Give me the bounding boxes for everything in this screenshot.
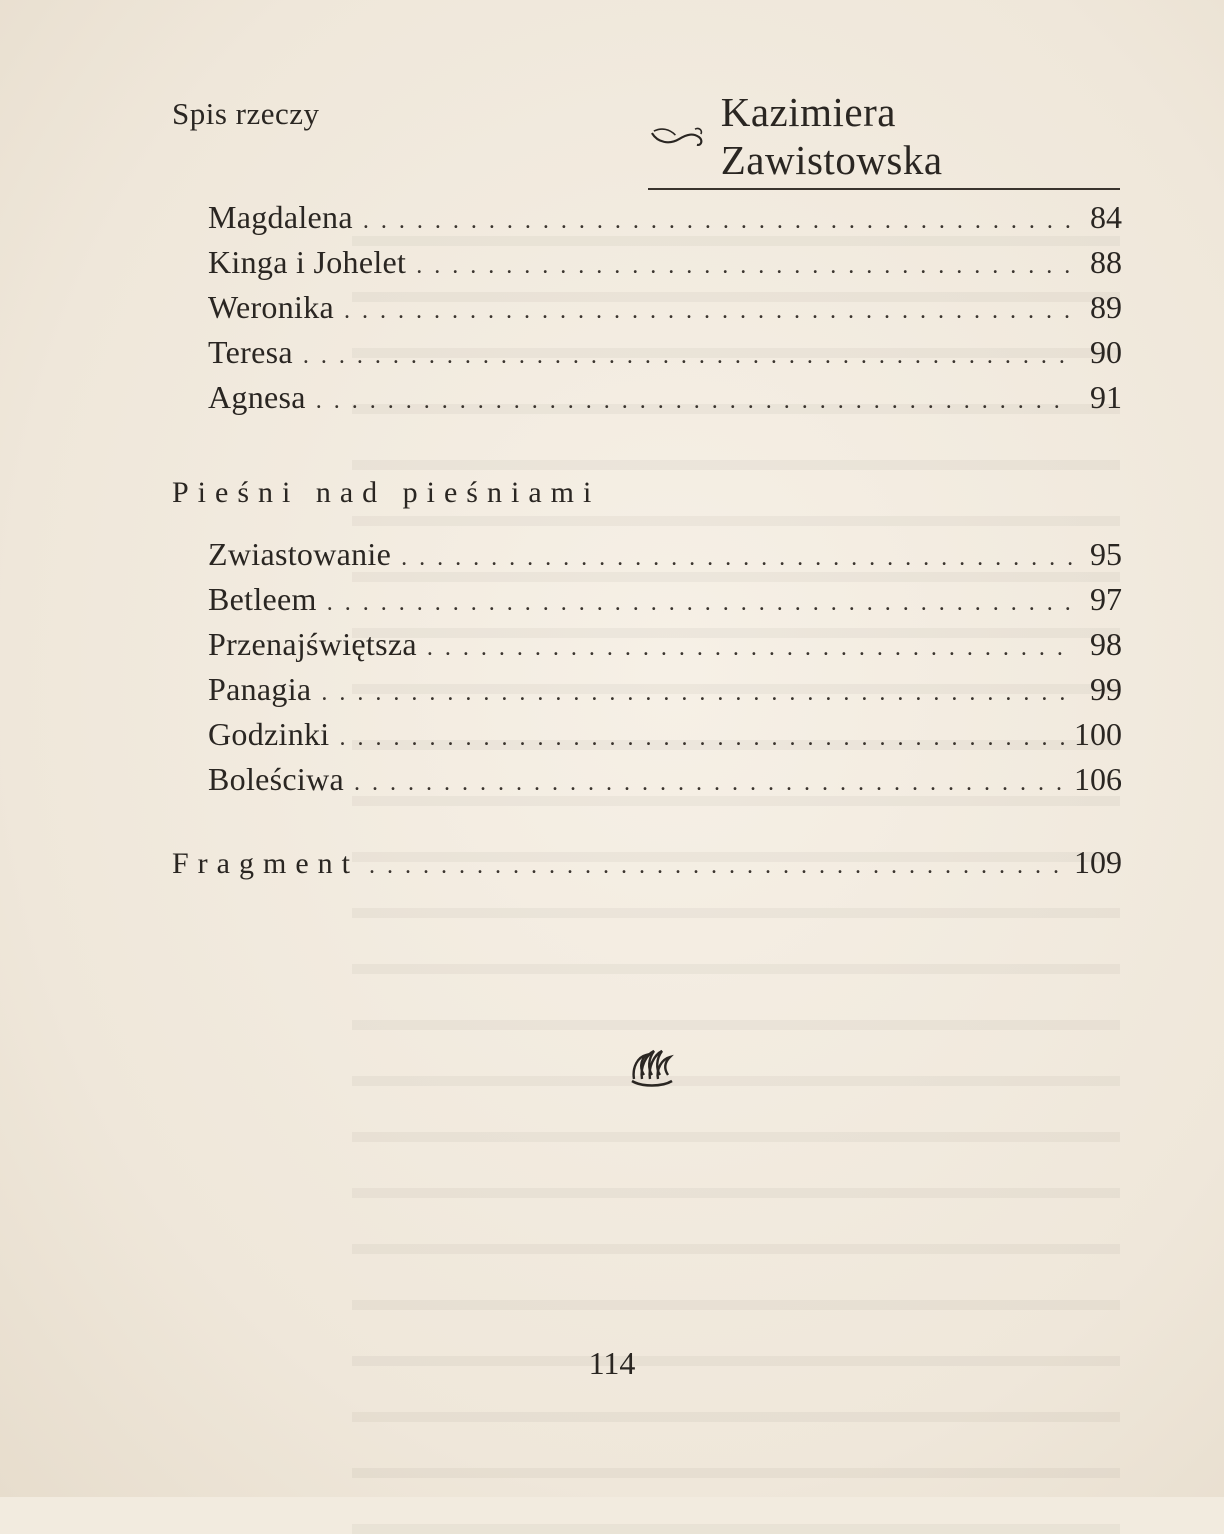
toc-entry-page: 90 [1090,334,1122,370]
toc-entry-fragment [172,840,1122,885]
header-author-block [648,88,1120,190]
toc-entry-title: Boleściwa [208,761,344,797]
toc-entry-title: Kinga i Johelet [208,244,407,280]
flame-fleuron-icon [628,1045,676,1087]
toc-entry-title: Zwiastowanie [208,536,392,572]
toc-entry-page: 84 [1090,199,1122,235]
toc-entry [172,195,1122,240]
toc-section-title-block [172,468,1122,518]
dot-leader [427,626,1072,671]
toc-entry-page: 88 [1090,244,1122,280]
dot-leader [401,536,1072,581]
dot-leader [303,334,1072,379]
header-section-title: Spis rzeczy [172,96,320,131]
toc-entry-title: Teresa [208,334,293,370]
toc-entry [172,757,1122,802]
toc-entry [172,577,1122,622]
dot-leader [321,671,1072,716]
toc-fragment-block [172,840,1122,885]
toc-entry [172,330,1122,375]
dot-leader [369,844,1064,889]
dot-leader [416,244,1072,289]
section-title: Pieśni nad pieśniami [172,476,601,509]
toc-group-2 [172,532,1122,802]
toc-entry-page: 100 [1074,716,1122,752]
dot-leader [340,716,1065,761]
toc-entry [172,285,1122,330]
toc-entry-title: Godzinki [208,716,330,752]
running-header [172,88,1120,183]
toc-entry [172,375,1122,420]
toc-entry-page: 98 [1090,626,1122,662]
header-author-name: Kazimiera Zawistowska [720,89,943,183]
toc-entry-title: Panagia [208,671,312,707]
toc-entry [172,622,1122,667]
toc-entry-title: Betleem [208,581,317,617]
toc-entry-page: 95 [1090,536,1122,572]
toc-entry-title: Weronika [208,289,334,325]
toc-entry-page: 109 [1074,844,1122,880]
dot-leader [316,379,1072,424]
dot-leader [327,581,1072,626]
swash-ornament-icon [648,121,707,151]
toc-entry-title: Agnesa [208,379,306,415]
dot-leader [354,761,1064,806]
toc-entry-title: Fragment [172,847,359,880]
toc-entry-title: Magdalena [208,199,353,235]
toc-entry [172,712,1122,757]
dot-leader [363,199,1072,244]
toc-entry-page: 99 [1090,671,1122,707]
toc-entry-page: 91 [1090,379,1122,415]
toc-entry-page: 97 [1090,581,1122,617]
toc-entry-title: Przenajświętsza [208,626,417,662]
toc-entry [172,667,1122,712]
toc-entry-page: 106 [1074,761,1122,797]
toc-entry [172,240,1122,285]
dot-leader [344,289,1072,334]
toc-entry [172,532,1122,577]
toc-entry-page: 89 [1090,289,1122,325]
toc-group-1 [172,195,1122,420]
page-number: 114 [588,1345,636,1381]
